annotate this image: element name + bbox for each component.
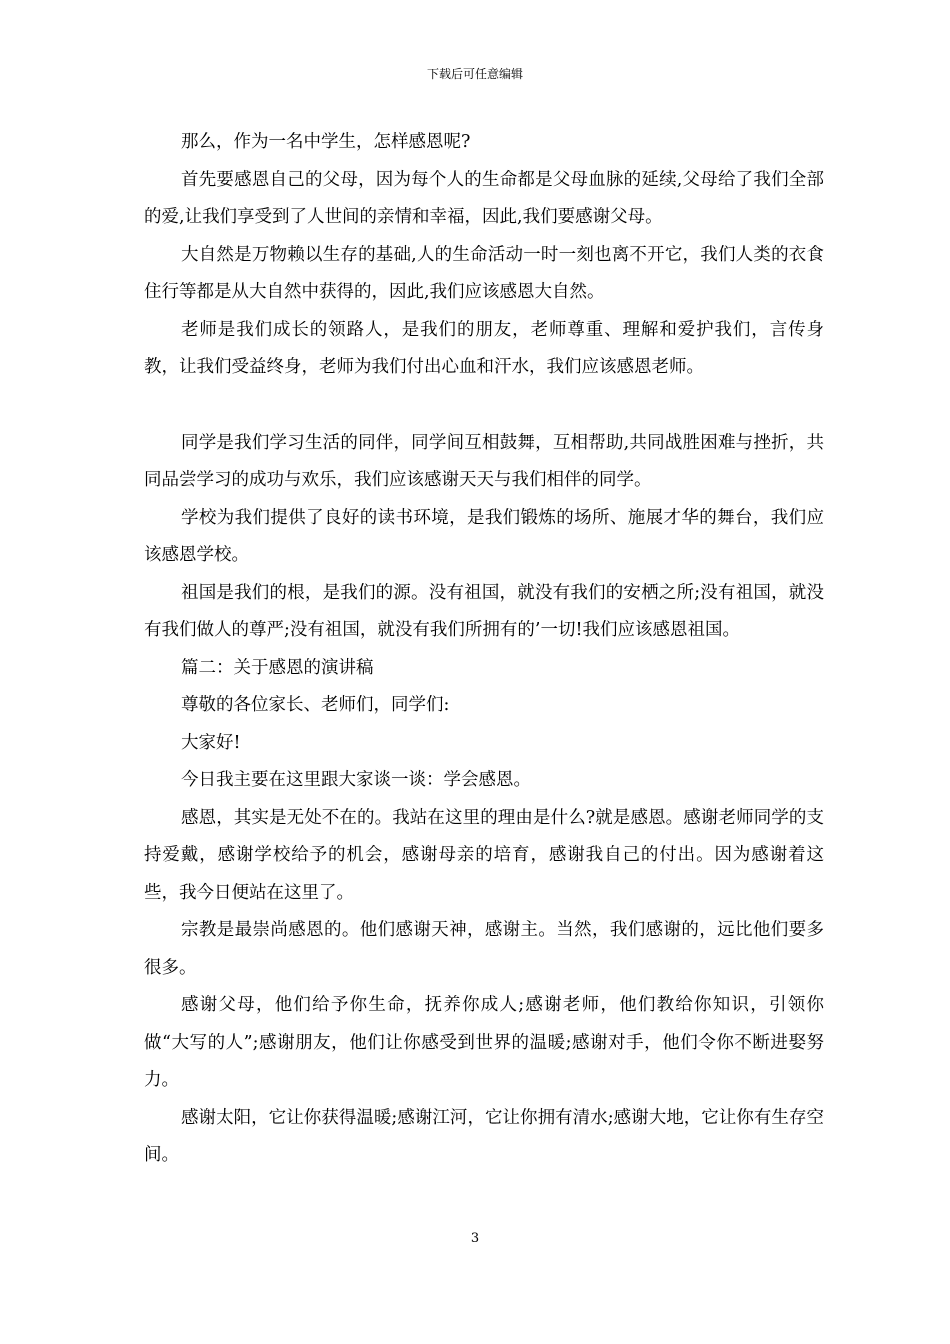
page-header: 下载后可任意编辑 [426,67,523,81]
page-number: 3 [470,1231,480,1246]
paragraph-religion: 宗教是最崇尚感恩的。他们感谢天神，感谢主。当然，我们感谢的，远比他们要多很多。 [144,920,824,978]
paragraph-thank-nature: 大自然是万物赖以生存的基础,人的生命活动一时一刻也离不开它，我们人类的衣食住行等都是从大自然中获得的，因此,我们应该感恩大自然。 [144,244,824,302]
greeting: 大家好! [181,732,241,753]
paragraph-topic: 今日我主要在这里跟大家谈一谈：学会感恩。 [181,770,531,790]
paragraph-thank-people: 感谢父母，他们给予你生命，抚养你成人;感谢老师，他们教给你知识，引领你做“大写的人”;感谢朋友，他们让你感受到世界的温暖;感谢对手，他们令你不断进娶努力。 [144,995,824,1090]
paragraph-thank-teachers: 老师是我们成长的领路人，是我们的朋友，老师尊重、理解和爱护我们，言传身教，让我们受益终身，老师为我们付出心血和汗水，我们应该感恩老师。 [144,319,824,377]
section-title: 篇二：关于感恩的演讲稿 [181,657,374,678]
paragraph-thank-classmates: 同学是我们学习生活的同伴，同学间互相鼓舞，互相帮助,共同战胜困难与挫折，共同品尝学习的成功与欢乐，我们应该感谢天天与我们相伴的同学。 [144,432,824,490]
paragraph-thank-sun-river-earth: 感谢太阳，它让你获得温暖;感谢江河，它让你拥有清水;感谢大地，它让你有生存空间。 [144,1107,824,1165]
salutation: 尊敬的各位家长、老师们，同学们: [181,695,450,715]
paragraph-thank-school: 学校为我们提供了良好的读书环境，是我们锻炼的场所、施展才华的舞台，我们应该感恩学校。 [144,507,824,565]
paragraph-how-to-be-grateful: 那么，作为一名中学生，怎样感恩呢? [181,132,471,152]
paragraph-spacer [144,387,824,425]
paragraph-thank-motherland: 祖国是我们的根，是我们的源。没有祖国，就没有我们的安栖之所;没有祖国，就没有我们做人的尊严;没有祖国，就没有我们所拥有的’一切!我们应该感恩祖国。 [144,582,824,640]
paragraph-gratitude-everywhere: 感恩，其实是无处不在的。我站在这里的理由是什么?就是感恩。感谢老师同学的支持爱戴，感谢学校给予的机会，感谢母亲的培育，感谢我自己的付出。因为感谢着这些，我今日便站在这里了。 [144,807,824,903]
document-body [144,124,824,1175]
paragraph-thank-parents: 首先要感恩自己的父母，因为每个人的生命都是父母血脉的延续,父母给了我们全部的爱,让我们享受到了人世间的亲情和幸福，因此,我们要感谢父母。 [144,169,824,227]
